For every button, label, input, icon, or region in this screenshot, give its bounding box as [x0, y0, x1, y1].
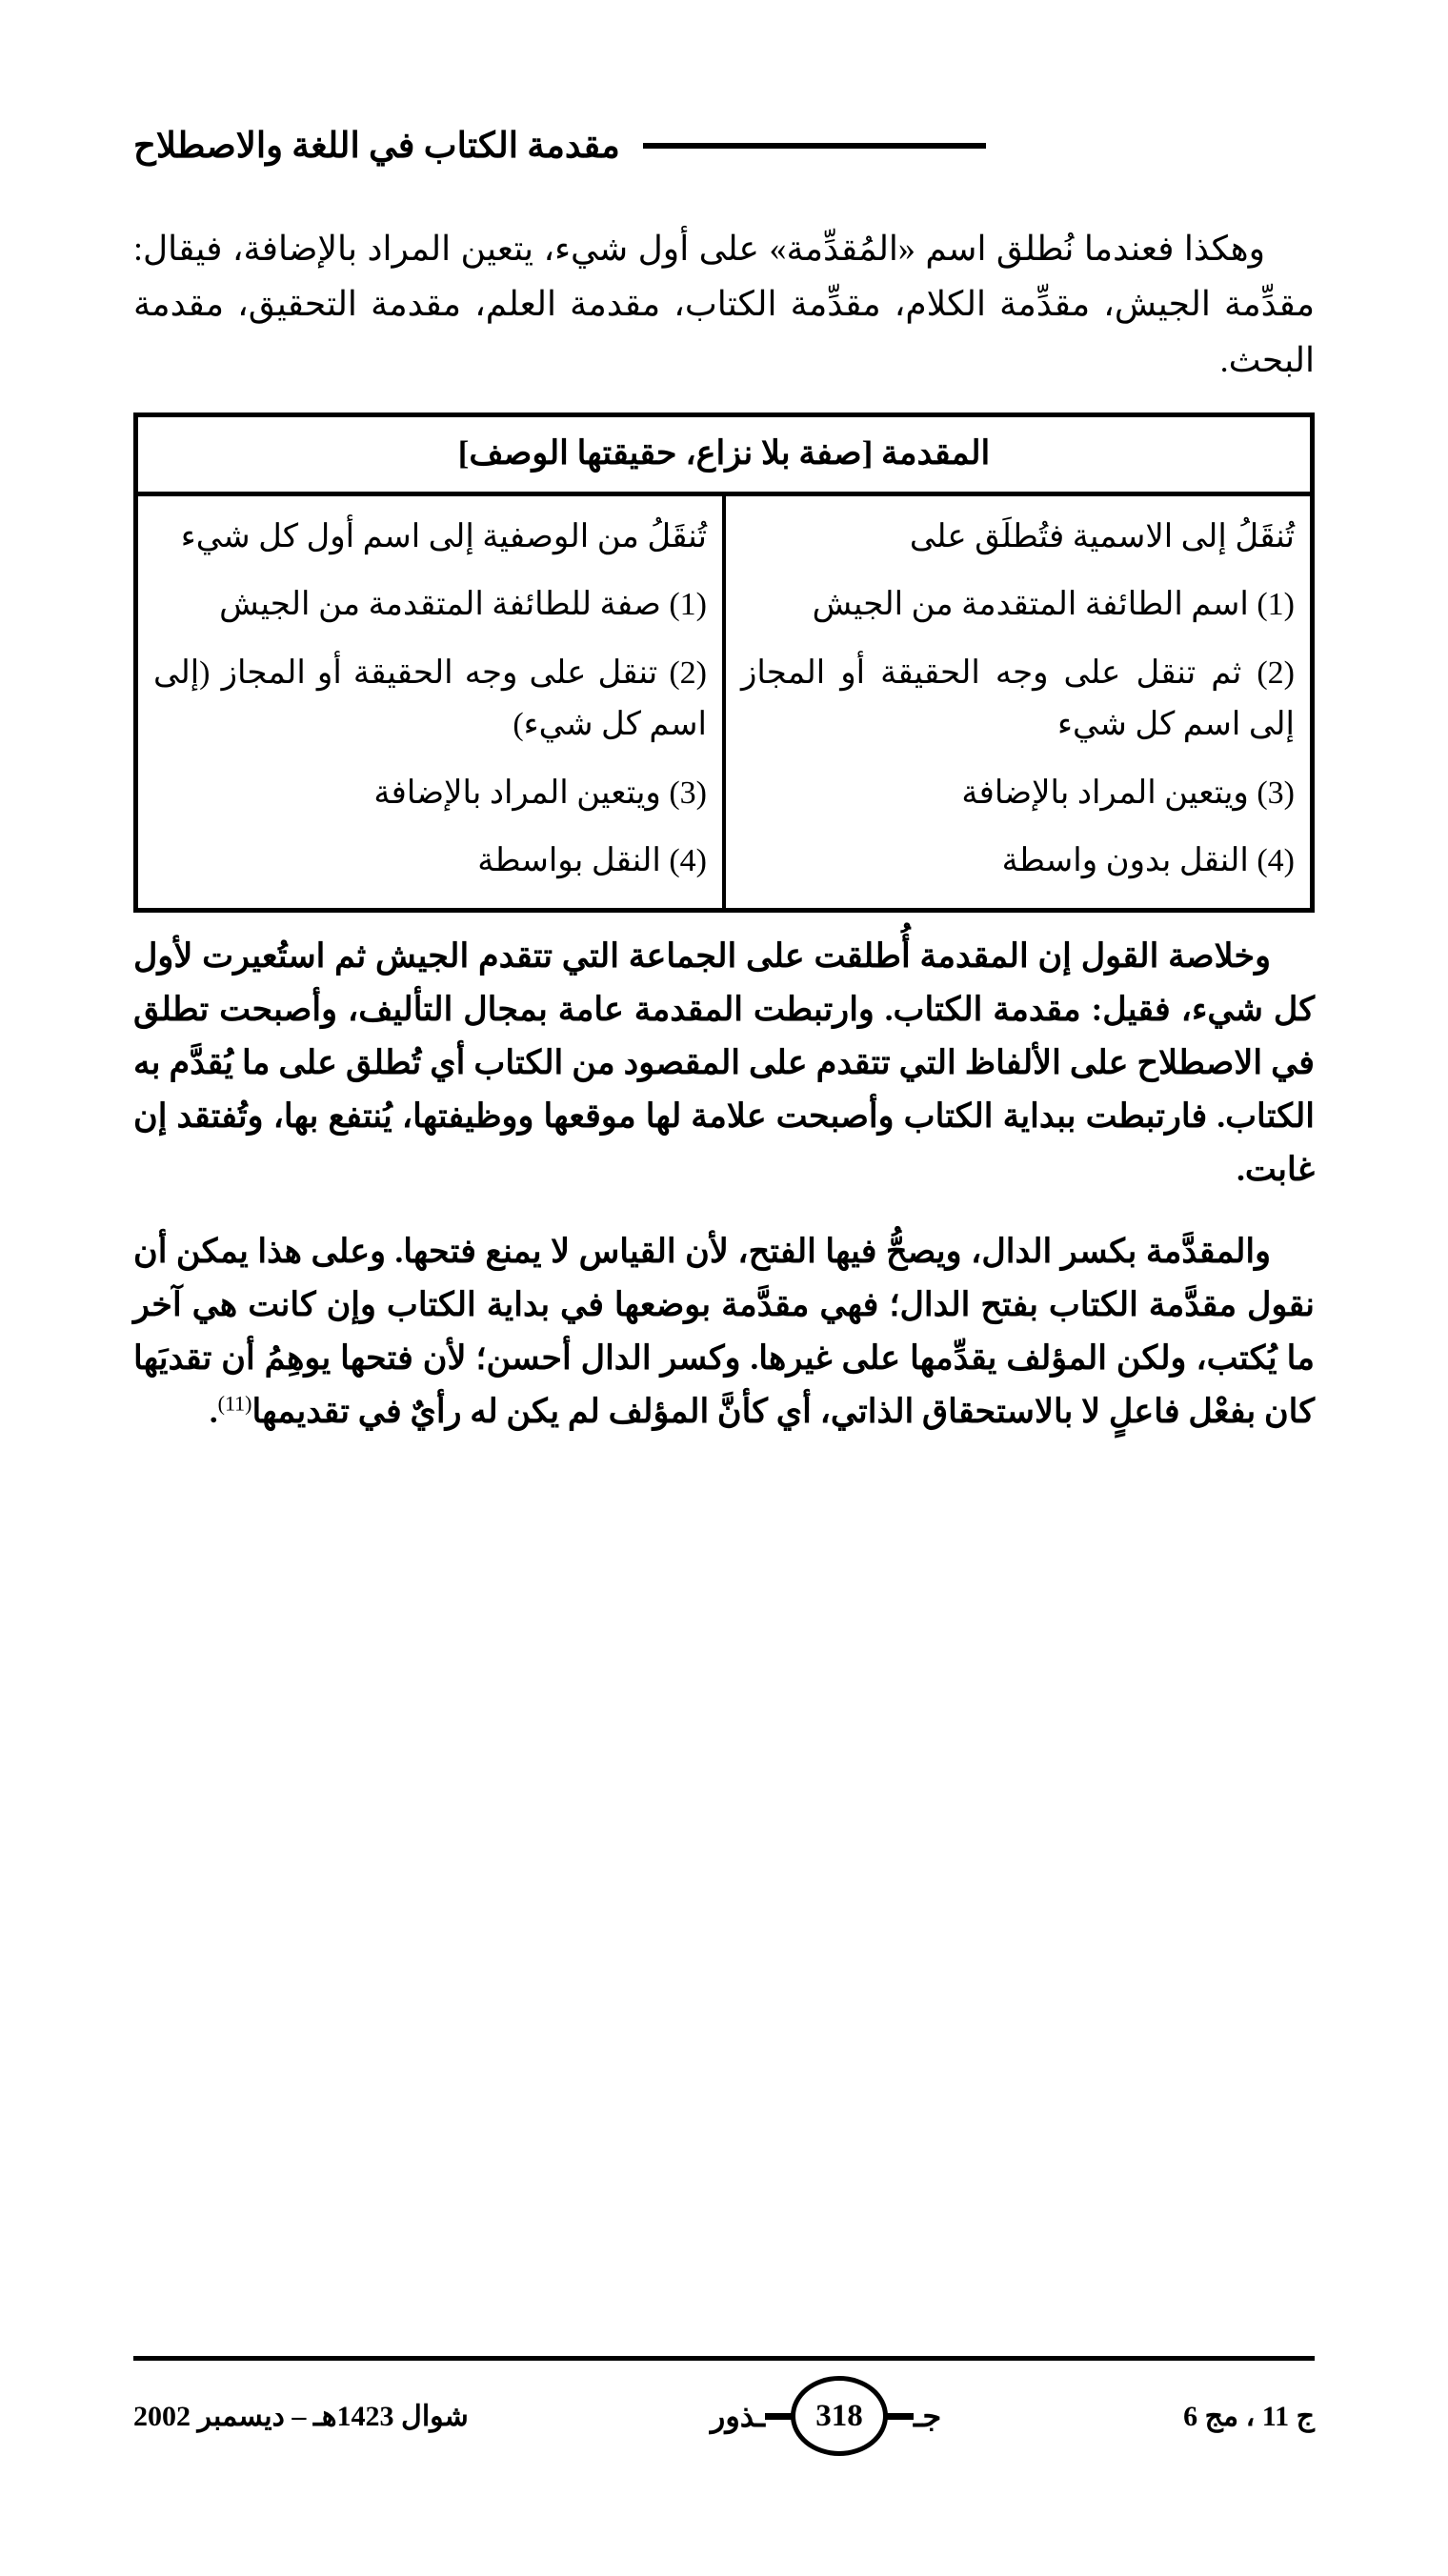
footer-issue: ج 11 ، مج 6 [1183, 2400, 1315, 2432]
footnote-number: 11 [224, 1391, 246, 1416]
page-number: 318 [791, 2376, 888, 2456]
table-cell-right: (1) اسم الطائفة المتقدمة من الجيش [724, 572, 1310, 640]
journal-name-right: جـ [913, 2399, 942, 2433]
running-head-rule [643, 143, 986, 149]
journal-name-left: ـذور [710, 2399, 765, 2433]
paragraph-summary: وخلاصة القول إن المقدمة أُطلقت على الجماعة التي تتقدم الجيش ثم استُعيرت لأول كل شيء، فقيل: مقدمة الكتاب. وارتبطت المقدمة عامة بمجال التأليف، وأصبحت تطلق في الاصطلاح على الألفاظ التي تتقدم على المقصود من الكتاب أي تُطلق على ما يُقدَّم به الكتاب. فارتبطت ببداية الكتاب وأصبحت علامة لها موقعها ووظيفتها، يُنتفع بها، وتُفتقد إن غابت. [133, 937, 1315, 1188]
table-cell-right: تُنقَلُ إلى الاسمية فتُطلَق على [724, 493, 1310, 572]
table-row [138, 640, 1310, 759]
table-cell-left: (3) ويتعين المراد بالإضافة [373, 775, 707, 811]
comparison-table [133, 413, 1315, 913]
footer-rule [133, 2356, 1315, 2361]
page-content [133, 221, 1315, 1439]
table-cell-left: (4) النقل بواسطة [477, 843, 707, 879]
table-row [138, 828, 1310, 908]
running-head [133, 112, 1315, 179]
spacer [133, 913, 1315, 930]
table-cell-left: (1) صفة للطائفة المتقدمة من الجيش [219, 587, 707, 623]
table-cell-right: (4) النقل بدون واسطة [724, 828, 1310, 908]
table-cell-right: (2) ثم تنقل على وجه الحقيقة أو المجاز إلى اسم كل شيء [724, 640, 1310, 759]
table-cell-left: (2) تنقل على وجه الحقيقة أو المجاز (إلى اسم كل شيء) [153, 655, 707, 742]
table-caption: المقدمة [صفة بلا نزاع، حقيقتها الوصف] [138, 417, 1310, 493]
table-cell-left: تُنقَلُ من الوصفية إلى اسم أول كل شيء [180, 518, 707, 554]
footnote-marker: (11) [217, 1391, 252, 1416]
footer-journal-mark [711, 2376, 941, 2456]
paragraph-final-tail: . [209, 1393, 218, 1430]
spacer [133, 1197, 1315, 1225]
journal-dash-left-icon [765, 2413, 794, 2420]
table-cell-right: (3) ويتعين المراد بالإضافة [724, 760, 1310, 829]
paragraph-final-text: والمقدَّمة بكسر الدال، ويصحُّ فيها الفتح، لأن القياس لا يمنع فتحها. وعلى هذا يمكن أن نقول مقدَّمة الكتاب بفتح الدال؛ فهي مقدَّمة بوضعها في بداية الكتاب وإن كانت هي آخر ما يُكتب، ولكن المؤلف يقدِّمها على غيرها. وكسر الدال أحسن؛ لأن فتحها يوهِمُ أن تقديَها كان بفعْل فاعلٍ لا بالاستحقاق الذاتي، أي كأنَّ المؤلف لم يكن له رأيٌ في تقديمها [133, 1233, 1315, 1430]
page-footer [133, 2356, 1315, 2456]
table-row [138, 760, 1310, 829]
journal-dash-right-icon [885, 2413, 914, 2420]
table-row [138, 572, 1310, 640]
table-row [138, 493, 1310, 572]
running-head-title: مقدمة الكتاب في اللغة والاصطلاح [133, 126, 620, 166]
paragraph-intro: وهكذا فعندما نُطلق اسم «المُقدِّمة» على أول شيء، يتعين المراد بالإضافة، فيقال: مقدِّمة الجيش، مقدِّمة الكلام، مقدِّمة الكتاب، مقدمة العلم، مقدمة التحقيق، مقدمة البحث. [133, 230, 1315, 379]
paragraph-final [133, 1225, 1315, 1439]
footer-date: شوال 1423هـ – ديسمبر 2002 [133, 2400, 469, 2432]
